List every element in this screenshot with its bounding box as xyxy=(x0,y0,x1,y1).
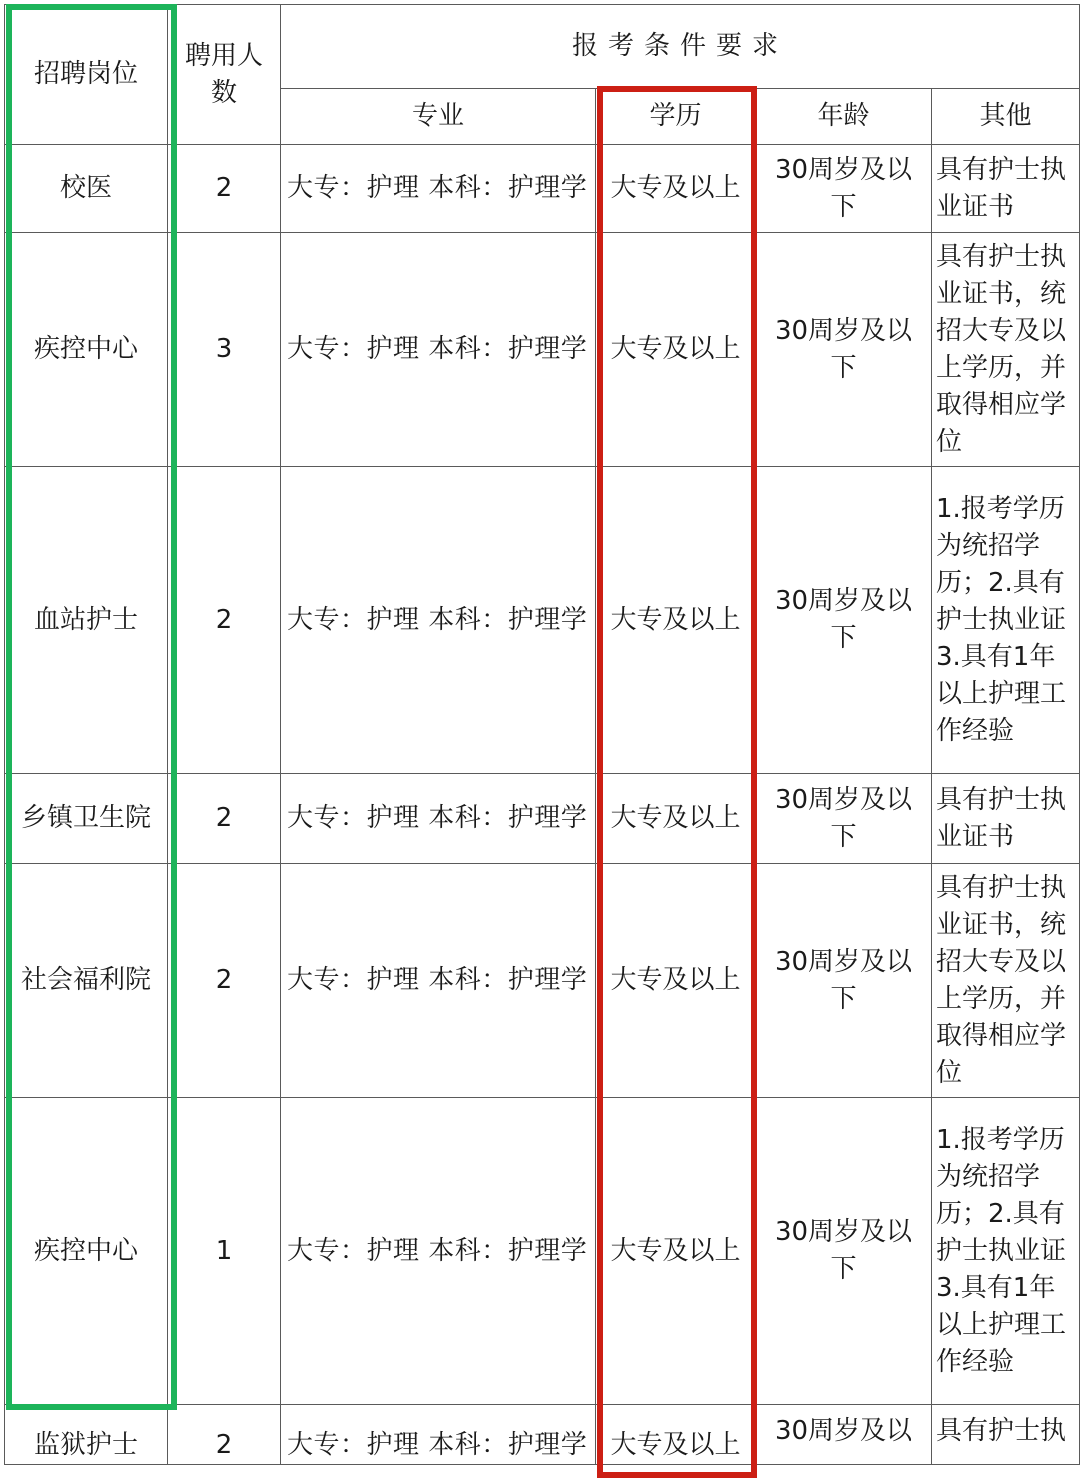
cell-age: 30周岁及以下 xyxy=(756,233,932,467)
table-row xyxy=(5,864,1080,1098)
cell-education: 大专及以上 xyxy=(596,467,756,774)
header-count: 聘用人数 xyxy=(168,5,281,145)
cell-age: 30周岁及以下 xyxy=(756,774,932,864)
cell-position: 校医 xyxy=(5,145,168,233)
cell-age: 30周岁及以下 xyxy=(756,145,932,233)
cell-other: 具有护士执业证书，统招大专及以上学历，并取得相应学位 xyxy=(932,233,1080,467)
cell-education: 大专及以上 xyxy=(596,1405,756,1465)
cell-major: 大专：护理 本科：护理学 xyxy=(281,864,596,1098)
cell-count: 3 xyxy=(168,233,281,467)
cell-major: 大专：护理 本科：护理学 xyxy=(281,145,596,233)
cell-education: 大专及以上 xyxy=(596,233,756,467)
header-education: 学历 xyxy=(596,89,756,145)
cell-major: 大专：护理 本科：护理学 xyxy=(281,1098,596,1405)
cell-age: 30周岁及以下 xyxy=(756,467,932,774)
header-major: 专业 xyxy=(281,89,596,145)
cell-other: 具有护士执业证书，统招大专及以上学历，并取得相应学位 xyxy=(932,864,1080,1098)
cell-other: 具有护士执 xyxy=(932,1405,1080,1465)
header-age: 年龄 xyxy=(756,89,932,145)
table-row xyxy=(5,1098,1080,1405)
table-row xyxy=(5,145,1080,233)
cell-education: 大专及以上 xyxy=(596,774,756,864)
cell-position: 监狱护士 xyxy=(5,1405,168,1465)
cell-major: 大专：护理 本科：护理学 xyxy=(281,467,596,774)
cell-other: 1.报考学历为统招学历；2.具有护士执业证3.具有1年以上护理工作经验 xyxy=(932,467,1080,774)
cell-education: 大专及以上 xyxy=(596,864,756,1098)
cell-education: 大专及以上 xyxy=(596,1098,756,1405)
cell-major: 大专：护理 本科：护理学 xyxy=(281,1405,596,1465)
cell-count: 2 xyxy=(168,467,281,774)
cell-count: 2 xyxy=(168,145,281,233)
table-row xyxy=(5,1405,1080,1465)
cell-other: 具有护士执业证书 xyxy=(932,774,1080,864)
cell-count: 2 xyxy=(168,864,281,1098)
recruitment-table xyxy=(4,4,1080,1465)
cell-position: 疾控中心 xyxy=(5,233,168,467)
table-row xyxy=(5,774,1080,864)
cell-major: 大专：护理 本科：护理学 xyxy=(281,774,596,864)
cell-position: 社会福利院 xyxy=(5,864,168,1098)
table-row xyxy=(5,233,1080,467)
header-position: 招聘岗位 xyxy=(5,5,168,145)
cell-position: 乡镇卫生院 xyxy=(5,774,168,864)
table-row xyxy=(5,467,1080,774)
cell-age: 30周岁及以下 xyxy=(756,1098,932,1405)
cell-count: 2 xyxy=(168,774,281,864)
cell-age: 30周岁及以下 xyxy=(756,864,932,1098)
cell-other: 1.报考学历为统招学历；2.具有护士执业证3.具有1年以上护理工作经验 xyxy=(932,1098,1080,1405)
cell-position: 血站护士 xyxy=(5,467,168,774)
cell-major: 大专：护理 本科：护理学 xyxy=(281,233,596,467)
header-requirements: 报考条件要求 xyxy=(281,5,1080,89)
cell-education: 大专及以上 xyxy=(596,145,756,233)
header-other: 其他 xyxy=(932,89,1080,145)
cell-age: 30周岁及以 xyxy=(756,1405,932,1465)
cell-count: 2 xyxy=(168,1405,281,1465)
cell-position: 疾控中心 xyxy=(5,1098,168,1405)
cell-other: 具有护士执业证书 xyxy=(932,145,1080,233)
cell-count: 1 xyxy=(168,1098,281,1405)
